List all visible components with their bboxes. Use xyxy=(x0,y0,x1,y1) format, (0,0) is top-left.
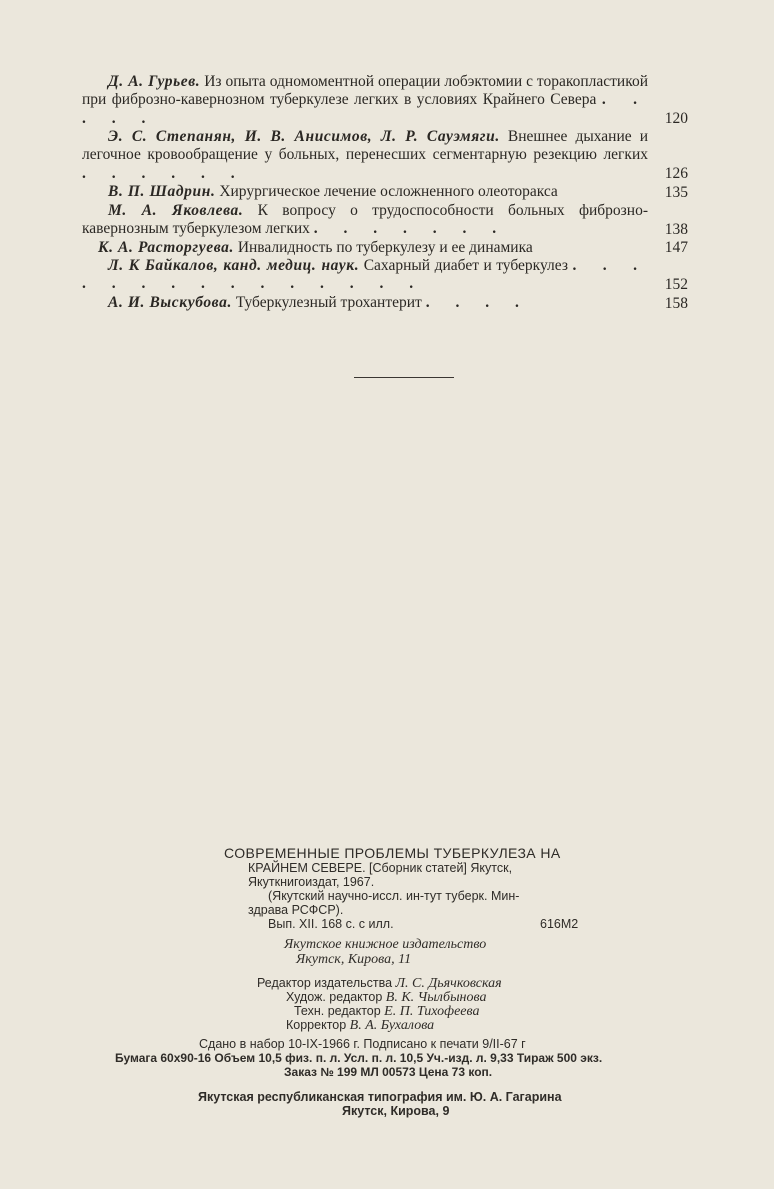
toc-title: Хирургическое лечение осложненного олеоторакса xyxy=(219,183,558,200)
table-of-contents xyxy=(82,73,690,313)
toc-title: К вопросу о трудоспособности больных фиброзно-кавернозным туберкулезом легких xyxy=(82,202,648,238)
editor-credit: Редактор издательства Л. С. Дьячковская xyxy=(257,976,502,991)
toc-page-number: 126 xyxy=(664,164,688,182)
paper-format-info: Бумага 60x90-16 Объем 10,5 физ. п. л. Усл. п. л. 10,5 Уч.-изд. л. 9,33 Тираж 500 экз. xyxy=(115,1051,603,1065)
toc-title: Инвалидность по туберкулезу и ее динамика xyxy=(237,239,533,256)
book-title-line-1: СОВРЕМЕННЫЕ ПРОБЛЕМЫ ТУБЕРКУЛЕЗА НА xyxy=(224,845,561,861)
toc-entry xyxy=(82,73,690,128)
printing-house-address: Якутск, Кирова, 9 xyxy=(342,1104,450,1118)
toc-page-number: 158 xyxy=(664,294,688,312)
toc-author: В. П. Шадрин. xyxy=(108,183,216,200)
institute-line-2: здрава РСФСР). xyxy=(248,903,344,917)
section-divider xyxy=(354,377,454,378)
toc-author: Л. К Байкалов, канд. медиц. наук. xyxy=(108,257,360,274)
toc-author: К. А. Расторгуева. xyxy=(98,239,234,256)
toc-title: Из опыта одномоментной операции лобэктомии с торакопластикой при фиброзно-кавернозном туберкулезе легких в условиях Крайнего Севера xyxy=(82,73,648,109)
book-title-line-2: КРАЙНЕМ СЕВЕРЕ. [Сборник статей] Якутск, xyxy=(248,861,513,875)
toc-leader: . . . . . . . . . . . . . . . xyxy=(82,257,649,293)
toc-author: М. А. Яковлева. xyxy=(108,202,244,219)
printing-house-name: Якутская республиканская типография им. Ю. А. Гагарина xyxy=(198,1090,562,1104)
toc-title: Сахарный диабет и туберкулез xyxy=(363,257,568,274)
toc-entry xyxy=(82,294,690,313)
toc-author: Д. А. Гурьев. xyxy=(108,73,201,90)
classification-code: 616М2 xyxy=(540,917,579,931)
publisher-name: Якутское книжное издательство xyxy=(284,937,487,952)
institute-line-1: (Якутский научно-иссл. ин-тут туберк. Мин- xyxy=(268,889,520,903)
toc-author: А. И. Выскубова. xyxy=(108,294,232,311)
proofreader-credit: Корректор В. А. Бухалова xyxy=(286,1018,435,1033)
toc-page-number: 135 xyxy=(664,183,688,201)
publisher-address: Якутск, Кирова, 11 xyxy=(296,952,412,967)
toc-page-number: 147 xyxy=(664,238,688,256)
toc-entry xyxy=(82,183,690,202)
toc-leader: . . . . . xyxy=(82,91,649,127)
toc-leader: . . . . . . xyxy=(82,164,246,182)
toc-entry xyxy=(82,257,690,294)
order-price-info: Заказ № 199 МЛ 00573 Цена 73 коп. xyxy=(284,1065,493,1079)
toc-leader: . . . . . . . xyxy=(313,220,508,238)
issue-info: Вып. XII. 168 с. с илл. xyxy=(268,917,394,931)
toc-entry xyxy=(82,202,690,239)
toc-title: Внешнее дыхание и легочное кровообращение у больных, перенесших сегментарную резекцию легких xyxy=(82,128,648,164)
tech-editor-credit: Техн. редактор Е. П. Тихофеева xyxy=(294,1004,480,1019)
book-title-line-3: Якуткнигоиздат, 1967. xyxy=(248,875,375,889)
toc-leader: . . . . xyxy=(425,294,530,311)
toc-title: Туберкулезный трохантерит xyxy=(235,294,422,311)
toc-entry xyxy=(82,128,690,183)
toc-page-number: 152 xyxy=(664,275,688,293)
toc-author: Э. С. Степанян, И. В. Анисимов, Л. Р. Сауэмяги. xyxy=(108,128,500,145)
toc-page-number: 138 xyxy=(664,220,688,238)
toc-page-number: 120 xyxy=(664,109,688,127)
art-editor-credit: Худож. редактор В. К. Чылбынова xyxy=(286,990,487,1005)
print-dates: Сдано в набор 10-IX-1966 г. Подписано к печати 9/II-67 г xyxy=(199,1037,526,1051)
toc-entry xyxy=(82,239,690,257)
